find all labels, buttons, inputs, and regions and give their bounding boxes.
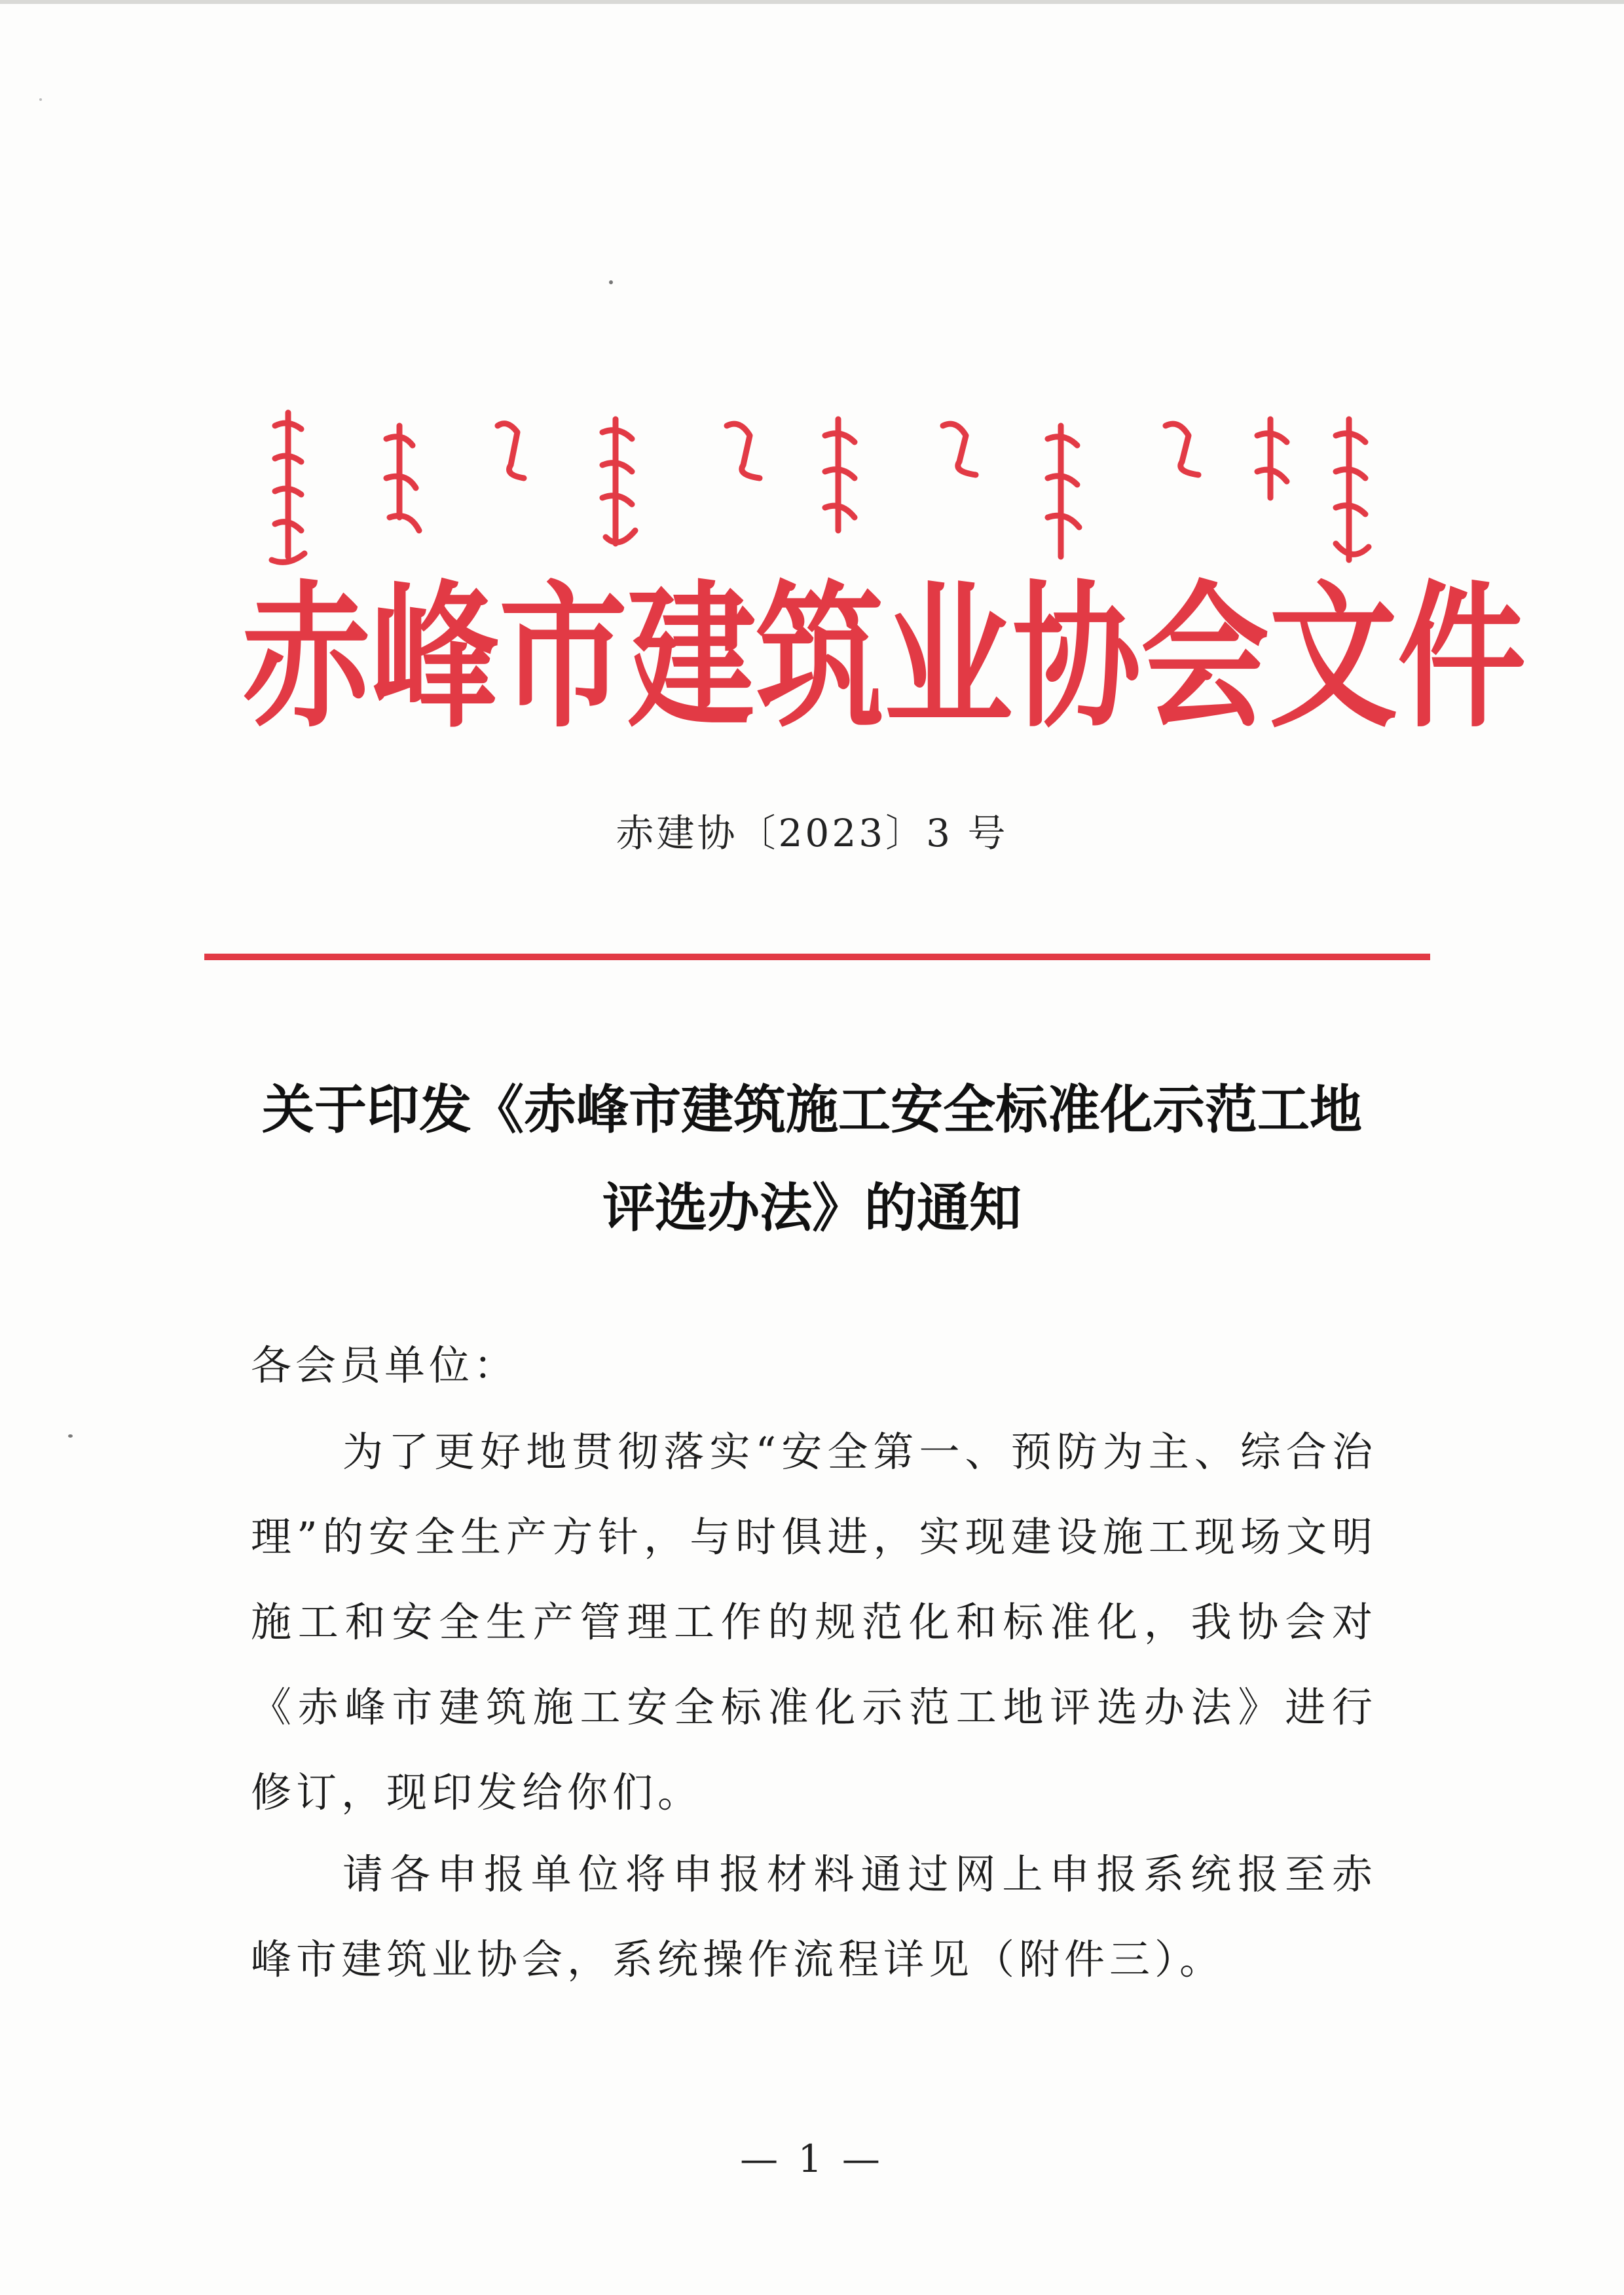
red-divider-line — [204, 954, 1430, 960]
body-paragraph-2: 请各申报单位将申报材料通过网上申报系统报至赤峰市建筑业协会，系统操作流程详见（附件三）。 — [251, 1850, 1377, 1983]
org-masthead-title — [242, 567, 1526, 750]
notice-title — [216, 1061, 1408, 1258]
masthead-char: 峰 — [371, 567, 500, 750]
salutation: 各会员单位： — [251, 1341, 519, 1389]
masthead-char: 文 — [1269, 567, 1398, 750]
masthead-char: 赤 — [242, 567, 371, 750]
scan-speck — [39, 98, 42, 101]
body-paragraph-1: 为了更好地贯彻落实“安全第一、预防为主、综合治理”的安全生产方针，与时俱进，实现建设施工现场文明施工和安全生产管理工作的规范化和标准化，我协会对《赤峰市建筑施工安全标准化示范工地评选办法》进行修订，现印发给你们。 — [251, 1428, 1377, 1816]
mongolian-script-header — [249, 400, 1375, 576]
scan-speck — [68, 1434, 73, 1438]
masthead-char: 件 — [1397, 567, 1526, 750]
notice-title-line-2: 评选办法》的通知 — [602, 1178, 1022, 1239]
masthead-char: 建 — [627, 567, 756, 750]
scan-speck — [609, 280, 613, 284]
masthead-char: 市 — [499, 567, 628, 750]
scan-edge — [0, 0, 1624, 4]
masthead-char: 协 — [1012, 567, 1141, 750]
page-number: — 1 — — [740, 2136, 884, 2181]
masthead-char: 筑 — [756, 567, 885, 750]
notice-title-line-1: 关于印发《赤峰市建筑施工安全标准化示范工地 — [262, 1079, 1362, 1140]
document-number: 赤建协〔2023〕3 号 — [616, 811, 1008, 855]
masthead-char: 业 — [884, 567, 1013, 750]
masthead-char: 会 — [1141, 567, 1270, 750]
